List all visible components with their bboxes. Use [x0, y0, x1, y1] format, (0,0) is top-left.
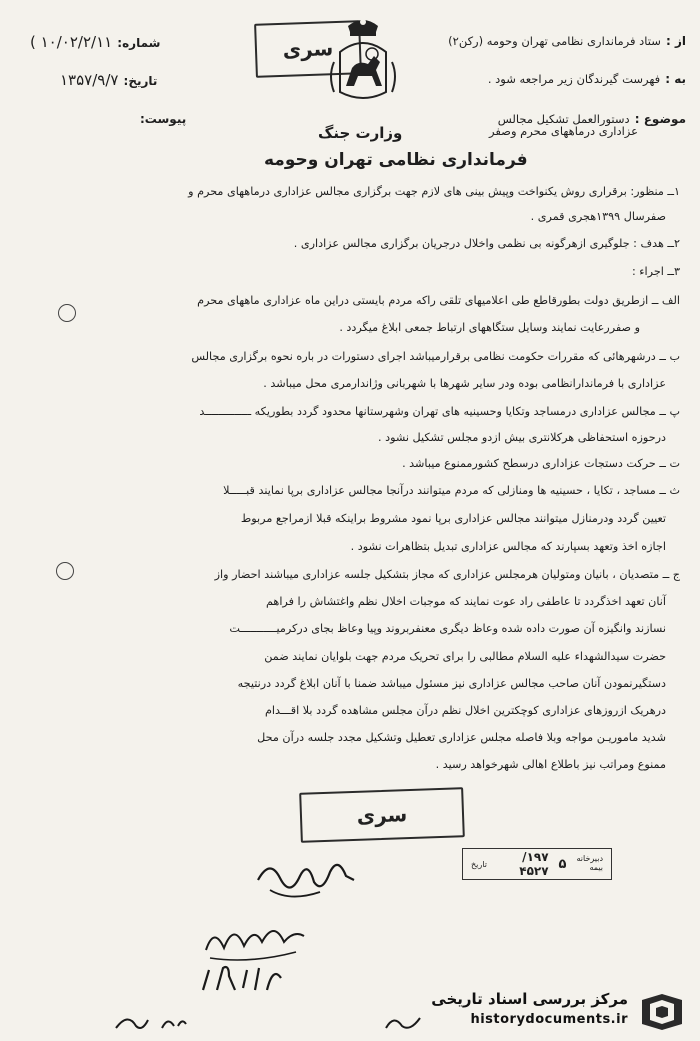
body-line-1: ۱ــ منظور: برقرارى روش یکنواخت وپیش بینى هاى لازم جهت برگزارى مجالس عزادارى درماههاى محرم و [188, 185, 680, 198]
body-line-22: ممنوع ومراتب نیز باطلاع اهالى شهرخواهد رسید . [435, 758, 666, 771]
archive-logo-icon [638, 990, 686, 1032]
handwritten-signature-2 [200, 912, 310, 967]
classification-stamp-top-text: سرى [282, 36, 334, 62]
body-line-13: تعیین گردد ودرمنازل میتوانند مجالس عزادارى برپا نمود مشروط براینکه قبلا ازمراجع مربوط [240, 512, 666, 525]
body-line-21: شدید ماموریـن مواجه وبلا فاصله مجلس عزادارى تعطیل وتشکیل مجدد جلسه درآن محل [257, 731, 666, 744]
classification-stamp-bottom-text: سرى [356, 802, 408, 828]
date-label: تاریخ: [123, 74, 158, 88]
body-line-17: نسازند وانگیزه آن صورت داده شده وعاظ دیگرى معنفربروند وپیا وعاظ بجاى درکرمیـــــــــــت [229, 622, 666, 635]
body-line-11: ت ــ حرکت دستجات عزادارى درسطح کشورممنوع میباشد . [402, 457, 680, 470]
office-title: فرماندارى نظامى تهران وحومه [264, 150, 528, 170]
number-value: ۱۰/۰۲/۲/۱۱ ) [30, 33, 113, 51]
registry-number: ۵ [558, 856, 567, 872]
body-line-6: و صفررعایت نمایند وسایل ستگاههاى ارتباط جمعى ابلاغ میگردد . [339, 321, 640, 334]
registry-code: ۱۹۷/ ۴۵۲۷ [519, 850, 549, 878]
body-line-2: صفرسال ۱۳۹۹هجرى قمرى . [530, 210, 666, 223]
to-row [488, 68, 686, 87]
classification-stamp-bottom [299, 787, 465, 843]
body-line-19: دستگیرنمودن آنان صاحب مجالس عزادارى نیز مسئول میباشد ضمنا با آنان ابلاغ گردد درنتیجه [237, 677, 666, 690]
date-row [60, 70, 157, 89]
from-row [448, 30, 686, 49]
date-value: ۱۳۵۷/۹/۷ [60, 71, 119, 89]
body-line-4: ۳ــ اجراء : [631, 265, 680, 278]
lion-and-sun-emblem-icon [328, 12, 398, 108]
subject-line2: عزادارى درماههاى محرم وصفر [489, 124, 638, 138]
to-label: به : [665, 72, 686, 86]
registry-stamp [462, 848, 612, 880]
handwritten-signature-1 [250, 850, 360, 910]
handwritten-date-mark [195, 960, 290, 1000]
subject-line1: دستورالعمل تشکیل مجالس [497, 112, 630, 126]
body-line-8: عزادارى با فرماندارانظامى بوده ودر سایر شهرها با شهربانى وژاندارمرى محل میباشد . [263, 377, 666, 390]
body-line-5: الف ــ ازطریق دولت بطورقاطع طى اعلامیهاى تلقى راکه مردم بایستى دراین ماه عزادارى ماههاى محرم [197, 294, 680, 307]
handwritten-initials [110, 1008, 190, 1036]
from-text: ستاد فرماندارى نظامى تهران وحومه (رکن۲) [448, 34, 661, 48]
punch-hole [58, 304, 76, 322]
body-line-14: اجازه اخذ وتعهد بسپارند که مجالس عزادارى تبدیل بتظاهرات نشود . [350, 540, 666, 553]
registry-label-top: دبیرخانه [576, 854, 603, 864]
body-line-10: درحوزه استحفاظى هرکلانترى بیش ازدو مجلس تشکیل نشود . [377, 431, 666, 444]
body-line-20: درهریک ازروزهاى عزادارى کوچکترین اخلال نظم درآن مجلس مشاهده گردد بلا اقـــدام [265, 704, 666, 717]
subject-label: موضوع : [634, 112, 686, 126]
attachment-label: پیوست: [140, 112, 187, 126]
ministry-title: وزارت جنگ [318, 124, 403, 142]
body-line-3: ۲ــ هدف : جلوگیرى ازهرگونه بى نظمى واخلال درجریان برگزارى مجالس عزادارى . [293, 237, 680, 250]
number-label: شماره: [117, 36, 161, 50]
body-line-9: پ ــ مجالس عزادارى درمساجد وتکایا وحسینیه هاى تهران وشهرستانها محدود گردد بطوریکه ــــــــــــــد [199, 405, 680, 418]
registry-label-bottom: بیمه [589, 863, 603, 872]
number-row [30, 32, 160, 51]
watermark-name: مرکز بررسی اسناد تاریخی [431, 990, 628, 1008]
body-line-16: آنان تعهد اخذگردد تا عاطفى راد عوت نمایند که موجبات اخلال نظم واغتشاش را فراهم [265, 595, 666, 608]
watermark-brand [406, 990, 686, 1030]
punch-hole [56, 562, 74, 580]
body-line-18: حضرت سیدالشهداء علیه السلام مطالبى را براى تحریک مردم جهت بلوایان نمایند ضمن [264, 650, 666, 663]
body-line-12: ث ــ مساجد ، تکایا ، حسینیه ها ومنازلى که مردم میتوانند درآنجا مجالس عزادارى برپا نمایند قبـــــلا [223, 484, 680, 497]
body-line-7: ب ــ درشهرهائى که مقررات حکومت نظامى برقرارمیباشد اجراى دستورات در باره نحوه برگزارى مجالس [191, 350, 680, 363]
from-label: از : [666, 34, 686, 48]
watermark-url: historydocuments.ir [470, 1012, 628, 1027]
registry-date-label: تاریخ [471, 859, 487, 869]
body-line-15: ج ــ متصدیان ، بانیان ومتولیان هرمجلس عزادارى که مجاز بتشکیل جلسه عزادارى میباشند احضار واز [214, 568, 680, 581]
to-text: فهرست گیرندگان زیر مراجعه شود . [487, 72, 661, 86]
